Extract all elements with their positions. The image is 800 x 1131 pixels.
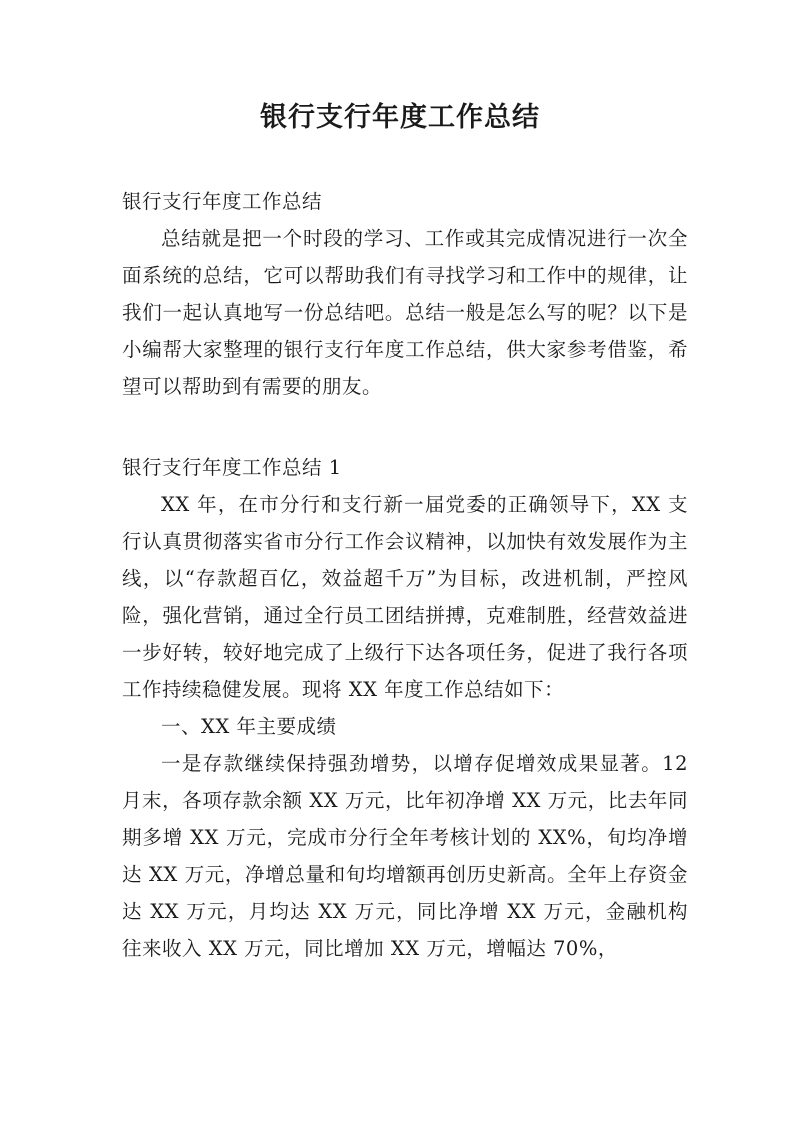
section-1: [122, 449, 688, 967]
section-1-paragraph-1: XX 年，在市分行和支行新一届党委的正确领导下，XX 支行认真贯彻落实省市分行工作会议精神，以加快有效发展作为主线，以“存款超百亿，效益超千万”为目标，改进机制，严控风险，强化营销，通过全行员工团结拼搏，克难制胜，经营效益进一步好转，较好地完成了上级行下达各项任务，促进了我行各项工作持续稳健发展。现将 XX 年度工作总结如下：: [122, 493, 688, 701]
section-1-paragraph-2: 一是存款继续保持强劲增势，以增存促增效成果显著。12 月末，各项存款余额 XX 万元，比年初净增 XX 万元，比去年同期多增 XX 万元，完成市分行全年考核计划的 XX%，旬均净增达 XX 万元，净增总量和旬均增额再创历史新高。全年上存资金达 XX 万元，月均达 XX 万元，同比净增 XX 万元，金融机构往来收入 XX 万元，同比增加 XX 万元，增幅达 70%，: [122, 752, 688, 960]
section-1-subheading: 一、XX 年主要成绩: [161, 715, 337, 738]
intro-heading: 银行支行年度工作总结: [122, 190, 323, 213]
intro-section: [122, 183, 688, 405]
intro-paragraph: 总结就是把一个时段的学习、工作或其完成情况进行一次全面系统的总结，它可以帮助我们有寻找学习和工作中的规律，让我们一起认真地写一份总结吧。总结一般是怎么写的呢？以下是小编帮大家整理的银行支行年度工作总结，供大家参考借鉴，希望可以帮助到有需要的朋友。: [122, 227, 688, 398]
document-title: 银行支行年度工作总结: [260, 102, 540, 133]
section-1-heading: 银行支行年度工作总结 1: [122, 456, 342, 479]
